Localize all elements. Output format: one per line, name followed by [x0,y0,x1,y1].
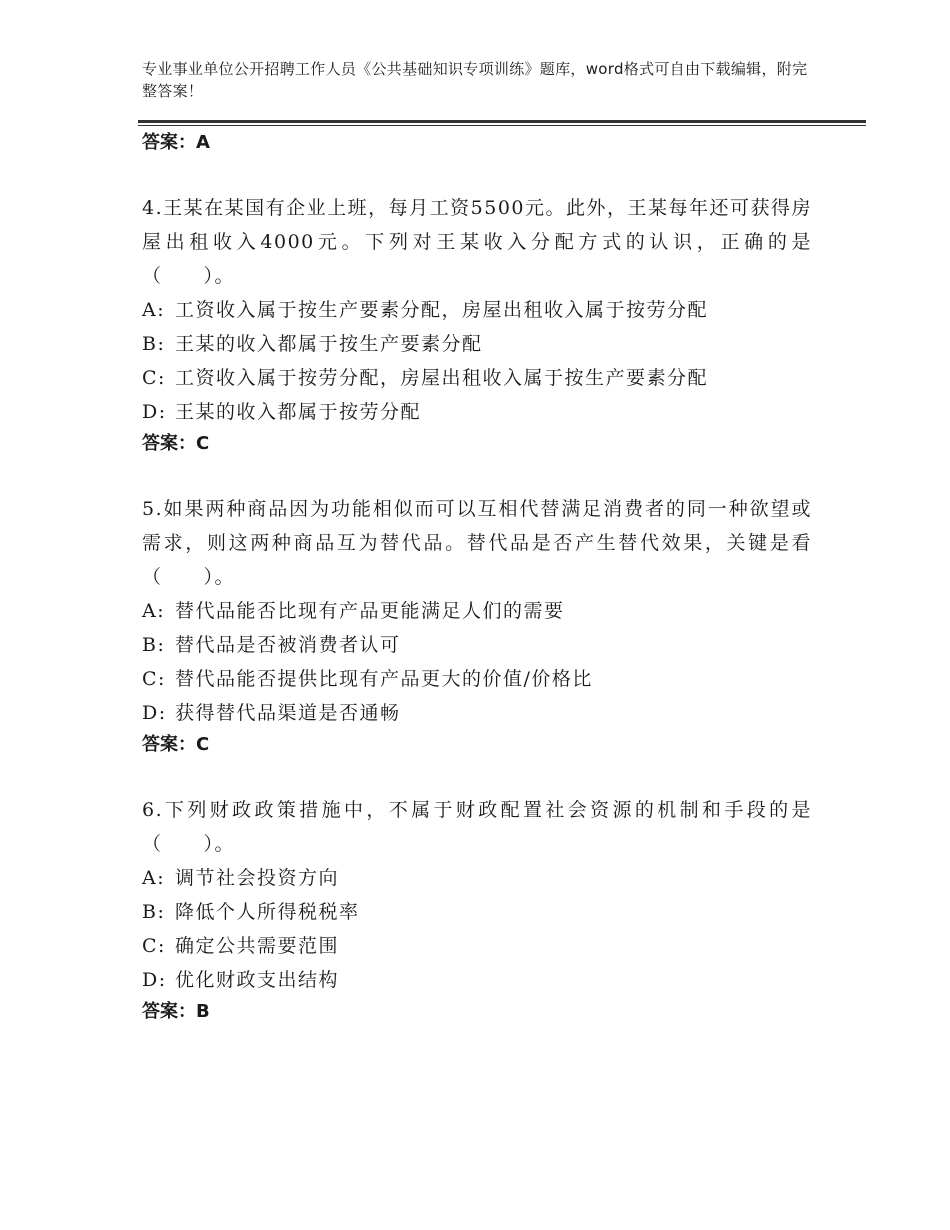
option-text: 获得替代品渠道是否通畅 [175,702,401,724]
option-key: D: [142,702,167,724]
question-6-option-b [142,895,812,929]
option-text: 王某的收入都属于按劳分配 [175,401,422,423]
question-block-4 [142,191,812,459]
option-text: 调节社会投资方向 [175,867,340,889]
option-key: B: [142,333,166,355]
header-rule-thick [138,120,866,123]
option-text: 降低个人所得税税率 [175,901,360,923]
question-4-text: 4.王某在某国有企业上班，每月工资5500元。此外，王某每年还可获得房屋出租收入4000元。下列对王某收入分配方式的认识，正确的是（ ）。 [142,197,812,287]
question-5-option-a [142,594,812,628]
question-6-option-a [142,861,812,895]
answer-5: 答案：C [142,734,210,755]
question-5-option-d [142,696,812,730]
question-5-option-b [142,628,812,662]
option-text: 工资收入属于按生产要素分配，房屋出租收入属于按劳分配 [175,299,709,321]
page-header: 专业事业单位公开招聘工作人员《公共基础知识专项训练》题库，word格式可自由下载编辑，附完整答案！ [142,60,808,100]
option-text: 替代品能否提供比现有产品更大的价值/价格比 [175,668,593,690]
question-block-5 [142,492,812,760]
option-key: A: [142,600,166,622]
option-text: 优化财政支出结构 [175,969,340,991]
answer-4: 答案：C [142,433,210,454]
question-4-option-a [142,293,812,327]
option-key: B: [142,634,166,656]
option-key: C: [142,367,166,389]
option-key: D: [142,401,167,423]
document-content [142,128,812,1027]
question-6-text: 6.下列财政政策措施中，不属于财政配置社会资源的机制和手段的是（ ）。 [142,799,812,855]
question-4-option-d [142,395,812,429]
option-text: 王某的收入都属于按生产要素分配 [175,333,483,355]
option-text: 替代品是否被消费者认可 [175,634,401,656]
question-4-option-c [142,361,812,395]
option-key: A: [142,867,166,889]
option-text: 工资收入属于按劳分配，房屋出租收入属于按生产要素分配 [175,367,709,389]
question-5-option-c [142,662,812,696]
header-rule-thin [138,125,866,126]
question-6-option-c [142,929,812,963]
question-6-option-d [142,963,812,997]
question-block-6 [142,793,812,1027]
answer-3: 答案：A [142,132,210,153]
option-key: C: [142,668,166,690]
question-5-text: 5.如果两种商品因为功能相似而可以互相代替满足消费者的同一种欲望或需求，则这两种商品互为替代品。替代品是否产生替代效果，关键是看（ ）。 [142,498,812,588]
answer-6: 答案：B [142,1001,210,1022]
question-4-option-b [142,327,812,361]
option-text: 替代品能否比现有产品更能满足人们的需要 [175,600,565,622]
option-key: B: [142,901,166,923]
option-key: D: [142,969,167,991]
option-text: 确定公共需要范围 [175,935,340,957]
option-key: A: [142,299,166,321]
option-key: C: [142,935,166,957]
